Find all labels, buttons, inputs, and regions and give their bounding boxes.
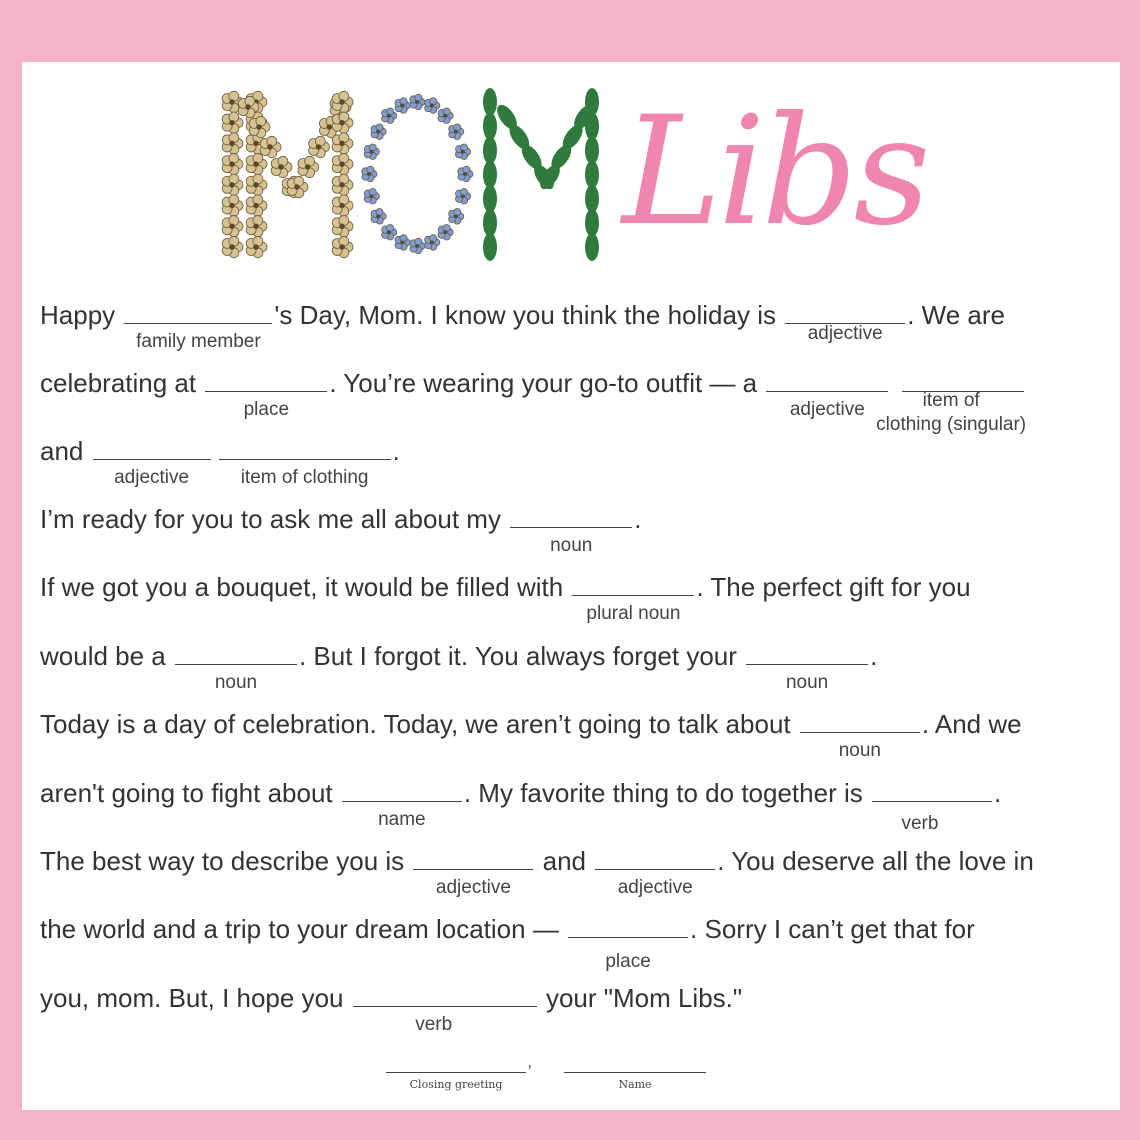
flower-icon — [246, 195, 267, 216]
blank-item-of-clothing-singular[interactable]: item of clothing (singular) — [902, 369, 1024, 392]
flower-icon — [438, 108, 453, 124]
flower-icon — [410, 238, 425, 254]
flower-icon — [395, 98, 410, 114]
blank-adjective[interactable]: adjective — [595, 847, 715, 870]
blank-verb[interactable]: verb — [872, 779, 992, 802]
title-banner — [22, 62, 1120, 282]
flower-icon — [246, 216, 267, 237]
flower-icon — [260, 136, 281, 157]
flower-icon — [371, 209, 386, 225]
flower-icon — [246, 153, 267, 174]
leaf-icon — [483, 233, 497, 261]
story-line-2: celebrating at place . You’re wearing your go-to outfit — a adjective item of clothing (singular) — [40, 368, 1027, 435]
flower-icon — [458, 166, 473, 182]
leaf-icon — [585, 209, 599, 237]
blank-noun[interactable]: noun — [800, 710, 920, 733]
blank-adjective[interactable]: adjective — [766, 369, 888, 392]
story-line-3: and adjective item of clothing . — [40, 436, 400, 488]
flower-icon — [246, 236, 267, 257]
story-line-4: I’m ready for you to ask me all about my noun . — [40, 504, 642, 556]
blank-adjective[interactable]: adjective — [413, 847, 533, 870]
story-line-9: The best way to describe you is adjective and adjective . You deserve all the love in — [40, 846, 1034, 898]
flower-icon — [425, 235, 440, 251]
flower-icon — [222, 112, 243, 133]
blank-place[interactable]: place — [568, 915, 688, 938]
flower-icon — [271, 156, 292, 177]
blank-place[interactable]: place — [205, 369, 327, 392]
blank-adjective[interactable]: adjective — [93, 437, 211, 460]
mom-floral-lettering — [22, 62, 622, 282]
flower-icon — [249, 116, 270, 137]
flower-icon — [371, 124, 386, 140]
leaf-icon — [483, 209, 497, 237]
flower-icon — [332, 195, 353, 216]
flower-icon — [364, 144, 379, 160]
story-line-7: Today is a day of celebration. Today, we aren’t going to talk about noun . And we — [40, 709, 1022, 761]
story-line-5: If we got you a bouquet, it would be filled with plural noun . The perfect gift for you — [40, 572, 971, 624]
leaf-icon — [483, 136, 497, 164]
flower-icon — [455, 144, 470, 160]
blank-item-of-clothing[interactable]: item of clothing — [219, 437, 391, 460]
leaf-icon — [483, 161, 497, 189]
leaf-icon — [585, 136, 599, 164]
leaf-icon — [585, 233, 599, 261]
blank-noun[interactable]: noun — [746, 642, 868, 665]
leaf-icon — [585, 88, 599, 116]
flower-icon — [246, 174, 267, 195]
flower-icon — [449, 124, 464, 140]
leaf-icon — [483, 112, 497, 140]
mad-libs-sheet — [22, 62, 1120, 1110]
libs-title: Libs — [622, 85, 927, 259]
flower-icon — [395, 235, 410, 251]
flower-icon — [382, 108, 397, 124]
flower-icon — [449, 209, 464, 225]
flower-icon — [332, 216, 353, 237]
flower-icon — [364, 188, 379, 204]
leaf-icon — [585, 185, 599, 213]
flower-icon — [222, 236, 243, 257]
blank-verb[interactable]: verb — [353, 984, 537, 1007]
flower-icon — [438, 224, 453, 240]
blank-plural-noun[interactable]: plural noun — [572, 573, 694, 596]
flower-icon — [298, 156, 319, 177]
flower-icon — [382, 224, 397, 240]
blank-noun[interactable]: noun — [175, 642, 297, 665]
flower-icon — [332, 133, 353, 154]
blank-noun[interactable]: noun — [510, 505, 632, 528]
flower-icon — [332, 153, 353, 174]
story-line-8: aren't going to fight about name . My favorite thing to do together is verb . — [40, 778, 1002, 834]
blank-name[interactable]: name — [342, 779, 462, 802]
closing-greeting-line[interactable]: , Closing greeting — [386, 1062, 526, 1073]
story-line-1: Happy family member 's Day, Mom. I know you think the holiday is adjective . We are — [40, 300, 1005, 352]
flower-icon — [222, 216, 243, 237]
flower-icon — [425, 98, 440, 114]
flower-icon — [362, 166, 377, 182]
flower-icon — [287, 176, 308, 197]
flower-icon — [222, 153, 243, 174]
flower-icon — [222, 133, 243, 154]
blank-adjective[interactable]: adjective — [785, 301, 905, 324]
story-line-10: the world and a trip to your dream location — place . Sorry I can’t get that for — [40, 914, 975, 972]
blank-family-member[interactable]: family member — [124, 301, 272, 324]
flower-icon — [222, 174, 243, 195]
flower-icon — [332, 174, 353, 195]
leaf-icon — [483, 185, 497, 213]
flower-icon — [455, 188, 470, 204]
story-line-11: you, mom. But, I hope you verb your "Mom Libs." — [40, 983, 743, 1035]
flower-icon — [332, 112, 353, 133]
flower-icon — [309, 136, 330, 157]
leaf-icon — [585, 112, 599, 140]
leaf-icon — [585, 161, 599, 189]
story-line-6: would be a noun . But I forgot it. You always forget your noun . — [40, 641, 878, 693]
name-signature-line[interactable]: Name — [564, 1062, 706, 1073]
flower-icon — [222, 195, 243, 216]
flower-icon — [410, 94, 425, 110]
flower-icon — [332, 236, 353, 257]
leaf-icon — [483, 88, 497, 116]
